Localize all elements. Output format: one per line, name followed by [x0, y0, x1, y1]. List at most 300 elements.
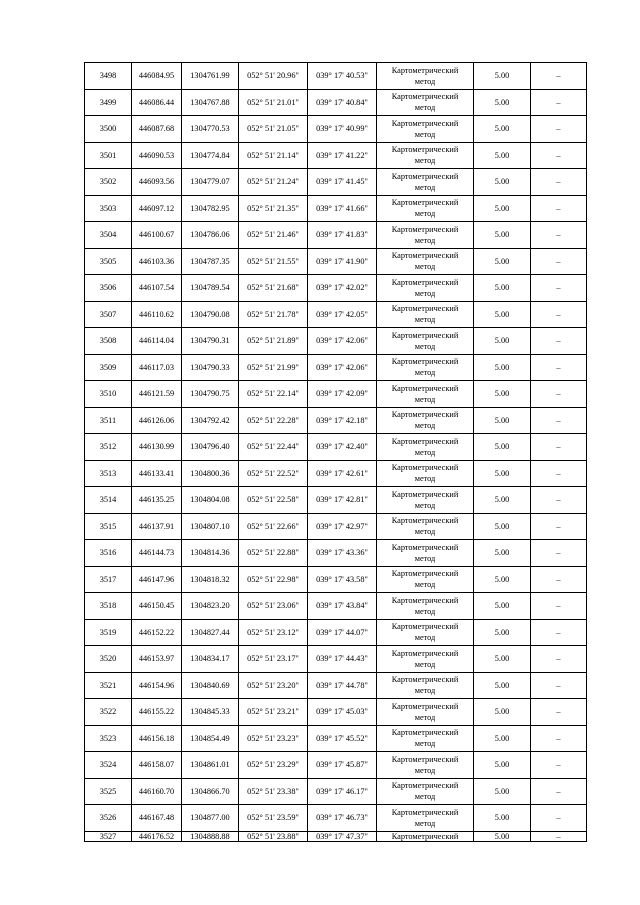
method-line-2: метод — [414, 288, 436, 298]
note-cell: – — [531, 248, 587, 275]
note-cell: – — [531, 434, 587, 461]
y-coordinate-cell: 1304840.69 — [182, 672, 239, 699]
note-cell: – — [531, 487, 587, 514]
latitude-cell: 052° 51' 22.14" — [239, 381, 308, 408]
method-cell — [377, 593, 474, 620]
point-number-cell: 3520 — [85, 646, 132, 673]
accuracy-cell: 5.00 — [474, 752, 531, 779]
latitude-cell: 052° 51' 21.35" — [239, 195, 308, 222]
latitude-cell: 052° 51' 23.29" — [239, 752, 308, 779]
method-line-2: метод — [414, 315, 436, 325]
latitude-cell: 052° 51' 23.21" — [239, 699, 308, 726]
method-cell — [377, 301, 474, 328]
point-number-cell: 3516 — [85, 540, 132, 567]
method-cell — [377, 831, 474, 841]
longitude-cell: 039° 17' 42.06" — [308, 354, 377, 381]
longitude-cell: 039° 17' 45.03" — [308, 699, 377, 726]
longitude-cell: 039° 17' 45.87" — [308, 752, 377, 779]
method-cell — [377, 619, 474, 646]
longitude-cell: 039° 17' 43.58" — [308, 566, 377, 593]
method-cell — [377, 487, 474, 514]
latitude-cell: 052° 51' 22.58" — [239, 487, 308, 514]
note-cell: – — [531, 328, 587, 355]
table-row — [85, 169, 587, 196]
accuracy-cell: 5.00 — [474, 195, 531, 222]
method-line-2: метод — [414, 500, 436, 510]
method-line-2: метод — [414, 739, 436, 749]
x-coordinate-cell: 446130.99 — [132, 434, 182, 461]
latitude-cell: 052° 51' 21.89" — [239, 328, 308, 355]
longitude-cell: 039° 17' 40.53" — [308, 63, 377, 90]
method-cell — [377, 381, 474, 408]
note-cell: – — [531, 142, 587, 169]
note-cell: – — [531, 275, 587, 302]
table-row — [85, 89, 587, 116]
accuracy-cell: 5.00 — [474, 619, 531, 646]
method-line-1: Картометрический — [391, 807, 459, 817]
x-coordinate-cell: 446100.67 — [132, 222, 182, 249]
method-cell — [377, 195, 474, 222]
note-cell: – — [531, 699, 587, 726]
table-row — [85, 752, 587, 779]
method-line-2: метод — [414, 182, 436, 192]
note-cell: – — [531, 513, 587, 540]
point-number-cell: 3523 — [85, 725, 132, 752]
method-line-2: метод — [414, 686, 436, 696]
table-row — [85, 407, 587, 434]
method-line-1: Картометрический — [391, 648, 459, 658]
latitude-cell: 052° 51' 22.66" — [239, 513, 308, 540]
note-cell: – — [531, 63, 587, 90]
method-line-2: метод — [414, 156, 436, 166]
accuracy-cell: 5.00 — [474, 275, 531, 302]
longitude-cell: 039° 17' 42.61" — [308, 460, 377, 487]
method-cell — [377, 407, 474, 434]
x-coordinate-cell: 446167.48 — [132, 805, 182, 832]
point-number-cell: 3503 — [85, 195, 132, 222]
note-cell: – — [531, 195, 587, 222]
method-line-2: метод — [414, 527, 436, 537]
x-coordinate-cell: 446114.04 — [132, 328, 182, 355]
note-cell: – — [531, 646, 587, 673]
accuracy-cell: 5.00 — [474, 222, 531, 249]
method-line-2: метод — [414, 209, 436, 219]
method-line-2: метод — [414, 633, 436, 643]
latitude-cell: 052° 51' 21.78" — [239, 301, 308, 328]
longitude-cell: 039° 17' 42.06" — [308, 328, 377, 355]
table-row — [85, 222, 587, 249]
point-number-cell: 3521 — [85, 672, 132, 699]
longitude-cell: 039° 17' 42.02" — [308, 275, 377, 302]
method-line-2: метод — [414, 129, 436, 139]
method-line-2: метод — [414, 421, 436, 431]
table-row — [85, 381, 587, 408]
table-row — [85, 725, 587, 752]
method-line-2: метод — [414, 262, 436, 272]
longitude-cell: 039° 17' 42.40" — [308, 434, 377, 461]
method-line-1: Картометрический — [391, 516, 459, 526]
y-coordinate-cell: 1304761.99 — [182, 63, 239, 90]
note-cell: – — [531, 672, 587, 699]
longitude-cell: 039° 17' 44.43" — [308, 646, 377, 673]
method-line-2: метод — [414, 341, 436, 351]
method-line-2: метод — [414, 235, 436, 245]
y-coordinate-cell: 1304770.53 — [182, 116, 239, 143]
longitude-cell: 039° 17' 41.83" — [308, 222, 377, 249]
longitude-cell: 039° 17' 42.81" — [308, 487, 377, 514]
accuracy-cell: 5.00 — [474, 434, 531, 461]
accuracy-cell: 5.00 — [474, 407, 531, 434]
accuracy-cell: 5.00 — [474, 301, 531, 328]
y-coordinate-cell: 1304804.08 — [182, 487, 239, 514]
x-coordinate-cell: 446152.22 — [132, 619, 182, 646]
latitude-cell: 052° 51' 22.44" — [239, 434, 308, 461]
longitude-cell: 039° 17' 42.18" — [308, 407, 377, 434]
method-line-1: Картометрический — [391, 304, 459, 314]
table-row — [85, 566, 587, 593]
accuracy-cell: 5.00 — [474, 328, 531, 355]
table-row — [85, 831, 587, 841]
method-line-2: метод — [414, 76, 436, 86]
accuracy-cell: 5.00 — [474, 672, 531, 699]
note-cell: – — [531, 566, 587, 593]
table-row — [85, 275, 587, 302]
point-number-cell: 3499 — [85, 89, 132, 116]
x-coordinate-cell: 446150.45 — [132, 593, 182, 620]
point-number-cell: 3522 — [85, 699, 132, 726]
y-coordinate-cell: 1304786.06 — [182, 222, 239, 249]
method-cell — [377, 169, 474, 196]
y-coordinate-cell: 1304854.49 — [182, 725, 239, 752]
method-cell — [377, 460, 474, 487]
method-cell — [377, 275, 474, 302]
method-line-1: Картометрический — [391, 410, 459, 420]
longitude-cell: 039° 17' 41.66" — [308, 195, 377, 222]
y-coordinate-cell: 1304823.20 — [182, 593, 239, 620]
y-coordinate-cell: 1304789.54 — [182, 275, 239, 302]
longitude-cell: 039° 17' 40.99" — [308, 116, 377, 143]
longitude-cell: 039° 17' 47.37" — [308, 831, 377, 841]
latitude-cell: 052° 51' 23.38" — [239, 778, 308, 805]
method-cell — [377, 248, 474, 275]
accuracy-cell: 5.00 — [474, 63, 531, 90]
y-coordinate-cell: 1304779.07 — [182, 169, 239, 196]
table-row — [85, 672, 587, 699]
accuracy-cell: 5.00 — [474, 116, 531, 143]
x-coordinate-cell: 446144.73 — [132, 540, 182, 567]
accuracy-cell: 5.00 — [474, 89, 531, 116]
y-coordinate-cell: 1304800.36 — [182, 460, 239, 487]
method-line-1: Картометрический — [391, 171, 459, 181]
x-coordinate-cell: 446107.54 — [132, 275, 182, 302]
method-line-2: метод — [414, 606, 436, 616]
longitude-cell: 039° 17' 45.52" — [308, 725, 377, 752]
method-line-2: метод — [414, 712, 436, 722]
method-line-2: метод — [414, 580, 436, 590]
table-row — [85, 646, 587, 673]
point-number-cell: 3508 — [85, 328, 132, 355]
note-cell: – — [531, 381, 587, 408]
y-coordinate-cell: 1304767.88 — [182, 89, 239, 116]
accuracy-cell: 5.00 — [474, 725, 531, 752]
point-number-cell: 3502 — [85, 169, 132, 196]
method-line-1: Картометрический — [391, 224, 459, 234]
method-line-1: Картометрический — [391, 357, 459, 367]
latitude-cell: 052° 51' 22.52" — [239, 460, 308, 487]
method-line-1: Картометрический — [391, 145, 459, 155]
y-coordinate-cell: 1304877.00 — [182, 805, 239, 832]
latitude-cell: 052° 51' 23.23" — [239, 725, 308, 752]
method-cell — [377, 328, 474, 355]
note-cell: – — [531, 540, 587, 567]
y-coordinate-cell: 1304827.44 — [182, 619, 239, 646]
note-cell: – — [531, 778, 587, 805]
note-cell: – — [531, 116, 587, 143]
note-cell: – — [531, 725, 587, 752]
method-cell — [377, 116, 474, 143]
note-cell: – — [531, 89, 587, 116]
table-row — [85, 354, 587, 381]
note-cell: – — [531, 752, 587, 779]
method-line-1: Картометрический — [391, 251, 459, 261]
longitude-cell: 039° 17' 43.84" — [308, 593, 377, 620]
x-coordinate-cell: 446147.96 — [132, 566, 182, 593]
method-line-2: метод — [414, 394, 436, 404]
method-line-1: Картометрический — [391, 330, 459, 340]
table-row — [85, 619, 587, 646]
point-number-cell: 3505 — [85, 248, 132, 275]
x-coordinate-cell: 446156.18 — [132, 725, 182, 752]
method-line-1: Картометрический — [391, 781, 459, 791]
table-row — [85, 593, 587, 620]
x-coordinate-cell: 446154.96 — [132, 672, 182, 699]
point-number-cell: 3526 — [85, 805, 132, 832]
method-cell — [377, 566, 474, 593]
x-coordinate-cell: 446133.41 — [132, 460, 182, 487]
accuracy-cell: 5.00 — [474, 778, 531, 805]
method-line-2: метод — [414, 765, 436, 775]
longitude-cell: 039° 17' 46.17" — [308, 778, 377, 805]
method-line-1: Картометрический — [391, 675, 459, 685]
y-coordinate-cell: 1304790.31 — [182, 328, 239, 355]
table-row — [85, 195, 587, 222]
accuracy-cell: 5.00 — [474, 566, 531, 593]
x-coordinate-cell: 446153.97 — [132, 646, 182, 673]
latitude-cell: 052° 51' 20.96" — [239, 63, 308, 90]
y-coordinate-cell: 1304774.84 — [182, 142, 239, 169]
note-cell: – — [531, 831, 587, 841]
table-row — [85, 328, 587, 355]
longitude-cell: 039° 17' 40.84" — [308, 89, 377, 116]
accuracy-cell: 5.00 — [474, 831, 531, 841]
x-coordinate-cell: 446103.36 — [132, 248, 182, 275]
method-cell — [377, 434, 474, 461]
method-line-1: Картометрический — [391, 118, 459, 128]
method-cell — [377, 89, 474, 116]
latitude-cell: 052° 51' 21.55" — [239, 248, 308, 275]
longitude-cell: 039° 17' 41.45" — [308, 169, 377, 196]
point-number-cell: 3519 — [85, 619, 132, 646]
method-cell — [377, 142, 474, 169]
point-number-cell: 3501 — [85, 142, 132, 169]
table-row — [85, 248, 587, 275]
y-coordinate-cell: 1304782.95 — [182, 195, 239, 222]
method-line-1: Картометрический — [391, 542, 459, 552]
note-cell: – — [531, 593, 587, 620]
method-cell — [377, 805, 474, 832]
longitude-cell: 039° 17' 44.07" — [308, 619, 377, 646]
longitude-cell: 039° 17' 46.73" — [308, 805, 377, 832]
method-line-2: метод — [414, 368, 436, 378]
method-line-2: метод — [414, 553, 436, 563]
table-row — [85, 487, 587, 514]
method-line-1: Картометрический — [391, 831, 459, 841]
accuracy-cell: 5.00 — [474, 487, 531, 514]
latitude-cell: 052° 51' 22.98" — [239, 566, 308, 593]
y-coordinate-cell: 1304814.36 — [182, 540, 239, 567]
latitude-cell: 052° 51' 21.24" — [239, 169, 308, 196]
method-line-1: Картометрический — [391, 65, 459, 75]
note-cell: – — [531, 354, 587, 381]
method-cell — [377, 513, 474, 540]
y-coordinate-cell: 1304807.10 — [182, 513, 239, 540]
longitude-cell: 039° 17' 41.22" — [308, 142, 377, 169]
accuracy-cell: 5.00 — [474, 248, 531, 275]
y-coordinate-cell: 1304818.32 — [182, 566, 239, 593]
x-coordinate-cell: 446158.07 — [132, 752, 182, 779]
accuracy-cell: 5.00 — [474, 381, 531, 408]
latitude-cell: 052° 51' 21.68" — [239, 275, 308, 302]
latitude-cell: 052° 51' 23.06" — [239, 593, 308, 620]
accuracy-cell: 5.00 — [474, 646, 531, 673]
point-number-cell: 3504 — [85, 222, 132, 249]
point-number-cell: 3512 — [85, 434, 132, 461]
x-coordinate-cell: 446155.22 — [132, 699, 182, 726]
method-line-2: метод — [414, 103, 436, 113]
x-coordinate-cell: 446087.68 — [132, 116, 182, 143]
x-coordinate-cell: 446176.52 — [132, 831, 182, 841]
method-cell — [377, 63, 474, 90]
method-cell — [377, 725, 474, 752]
method-line-1: Картометрический — [391, 463, 459, 473]
method-cell — [377, 354, 474, 381]
note-cell: – — [531, 805, 587, 832]
x-coordinate-cell: 446084.95 — [132, 63, 182, 90]
point-number-cell: 3498 — [85, 63, 132, 90]
method-cell — [377, 778, 474, 805]
method-line-1: Картометрический — [391, 701, 459, 711]
method-line-1: Картометрический — [391, 436, 459, 446]
point-number-cell: 3513 — [85, 460, 132, 487]
x-coordinate-cell: 446086.44 — [132, 89, 182, 116]
accuracy-cell: 5.00 — [474, 699, 531, 726]
x-coordinate-cell: 446097.12 — [132, 195, 182, 222]
method-line-2: метод — [414, 818, 436, 828]
point-number-cell: 3500 — [85, 116, 132, 143]
method-line-1: Картометрический — [391, 92, 459, 102]
y-coordinate-cell: 1304790.75 — [182, 381, 239, 408]
point-number-cell: 3517 — [85, 566, 132, 593]
method-cell — [377, 222, 474, 249]
method-cell — [377, 752, 474, 779]
latitude-cell: 052° 51' 21.46" — [239, 222, 308, 249]
method-line-2: метод — [414, 447, 436, 457]
y-coordinate-cell: 1304861.01 — [182, 752, 239, 779]
note-cell: – — [531, 169, 587, 196]
accuracy-cell: 5.00 — [474, 513, 531, 540]
point-number-cell: 3525 — [85, 778, 132, 805]
accuracy-cell: 5.00 — [474, 169, 531, 196]
table-row — [85, 540, 587, 567]
x-coordinate-cell: 446126.06 — [132, 407, 182, 434]
point-number-cell: 3511 — [85, 407, 132, 434]
method-cell — [377, 646, 474, 673]
longitude-cell: 039° 17' 42.97" — [308, 513, 377, 540]
y-coordinate-cell: 1304792.42 — [182, 407, 239, 434]
accuracy-cell: 5.00 — [474, 460, 531, 487]
y-coordinate-cell: 1304796.40 — [182, 434, 239, 461]
point-number-cell: 3515 — [85, 513, 132, 540]
method-line-2: метод — [414, 659, 436, 669]
method-line-1: Картометрический — [391, 277, 459, 287]
y-coordinate-cell: 1304888.88 — [182, 831, 239, 841]
note-cell: – — [531, 407, 587, 434]
accuracy-cell: 5.00 — [474, 142, 531, 169]
longitude-cell: 039° 17' 44.78" — [308, 672, 377, 699]
latitude-cell: 052° 51' 21.14" — [239, 142, 308, 169]
latitude-cell: 052° 51' 22.88" — [239, 540, 308, 567]
method-line-1: Картометрический — [391, 198, 459, 208]
y-coordinate-cell: 1304866.70 — [182, 778, 239, 805]
y-coordinate-cell: 1304845.33 — [182, 699, 239, 726]
table-body — [85, 63, 587, 842]
table-row — [85, 116, 587, 143]
accuracy-cell: 5.00 — [474, 540, 531, 567]
point-number-cell: 3524 — [85, 752, 132, 779]
note-cell: – — [531, 460, 587, 487]
latitude-cell: 052° 51' 21.05" — [239, 116, 308, 143]
accuracy-cell: 5.00 — [474, 354, 531, 381]
method-line-1: Картометрический — [391, 383, 459, 393]
coordinates-table — [84, 62, 587, 842]
table-row — [85, 142, 587, 169]
x-coordinate-cell: 446093.56 — [132, 169, 182, 196]
x-coordinate-cell: 446160.70 — [132, 778, 182, 805]
y-coordinate-cell: 1304787.35 — [182, 248, 239, 275]
method-line-2: метод — [414, 792, 436, 802]
method-line-1: Картометрический — [391, 569, 459, 579]
method-line-1: Картометрический — [391, 728, 459, 738]
table-row — [85, 805, 587, 832]
accuracy-cell: 5.00 — [474, 805, 531, 832]
point-number-cell: 3507 — [85, 301, 132, 328]
table-row — [85, 63, 587, 90]
method-line-1: Картометрический — [391, 489, 459, 499]
note-cell: – — [531, 619, 587, 646]
table-row — [85, 434, 587, 461]
latitude-cell: 052° 51' 21.99" — [239, 354, 308, 381]
note-cell: – — [531, 301, 587, 328]
x-coordinate-cell: 446121.59 — [132, 381, 182, 408]
method-cell — [377, 540, 474, 567]
method-cell — [377, 699, 474, 726]
accuracy-cell: 5.00 — [474, 593, 531, 620]
x-coordinate-cell: 446110.62 — [132, 301, 182, 328]
table-row — [85, 699, 587, 726]
latitude-cell: 052° 51' 21.01" — [239, 89, 308, 116]
latitude-cell: 052° 51' 23.59" — [239, 805, 308, 832]
longitude-cell: 039° 17' 42.09" — [308, 381, 377, 408]
